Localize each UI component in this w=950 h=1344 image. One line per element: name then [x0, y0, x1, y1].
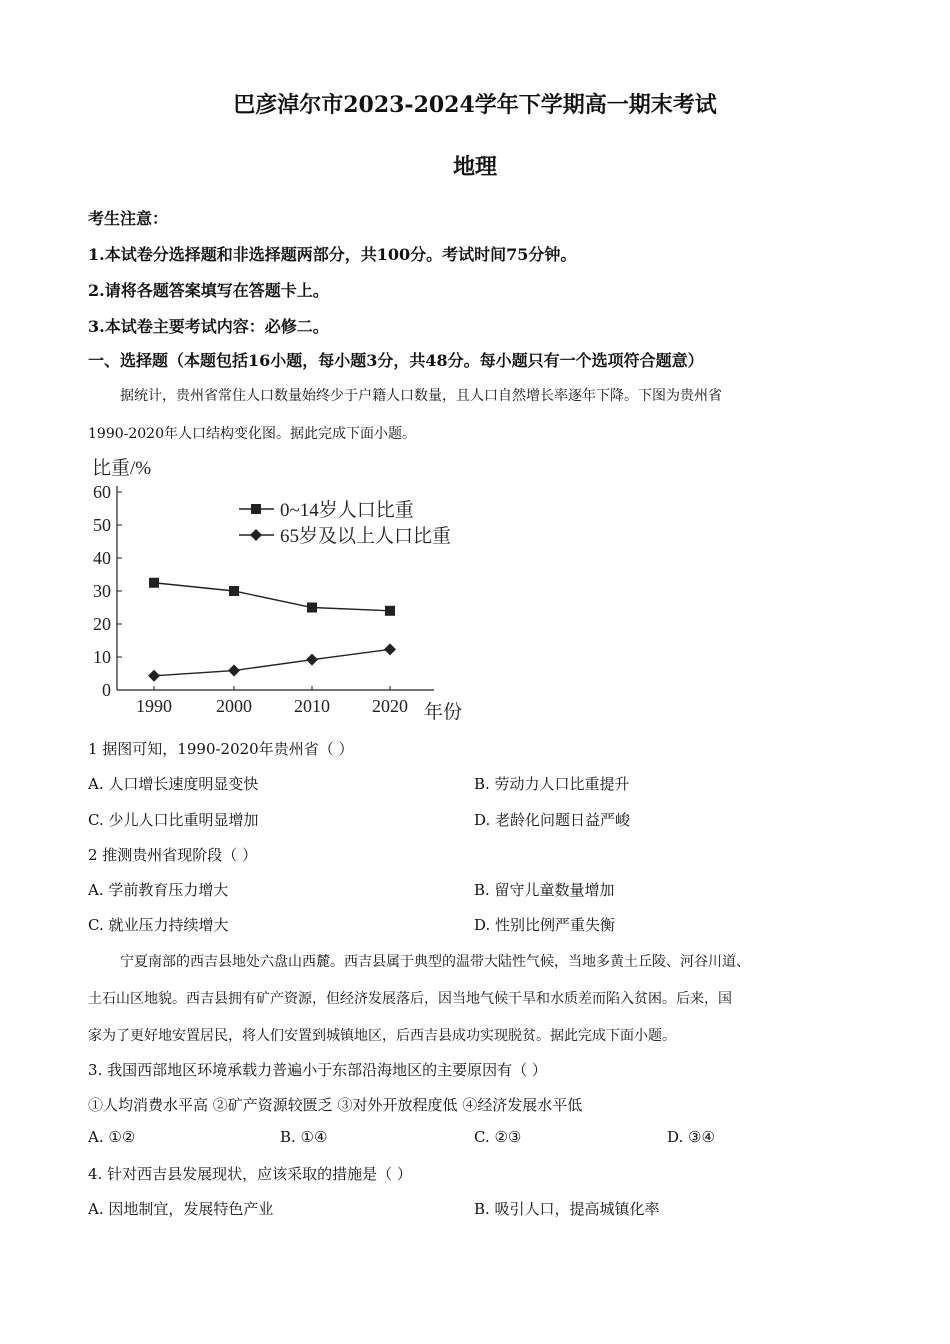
- data-point-s2: [306, 654, 318, 666]
- data-point-s1: [149, 578, 159, 588]
- q3-option-d: D. ③④: [667, 1128, 715, 1146]
- subject-title: 地理: [452, 154, 497, 180]
- exam-title: 巴彦淖尔市2023-2024学年下学期高一期末考试: [233, 92, 717, 118]
- passage2-line3: 家为了更好地安置居民，将人们安置到城镇地区，后西吉县成功实现脱贫。据此完成下面小题。: [88, 1028, 676, 1044]
- q3-option-a: A. ①②: [88, 1128, 136, 1146]
- passage2-line2: 土石山区地貌。西吉县拥有矿产资源，但经济发展落后，因当地气候干旱和水质差而陷入贫困。后来，国: [88, 991, 732, 1007]
- legend-label-2: 65岁及以上人口比重: [280, 526, 452, 547]
- q2-option-c: C. 就业压力持续增大: [88, 916, 229, 934]
- y-axis-label: 比重/%: [92, 458, 152, 479]
- y-tick-label: 50: [93, 515, 111, 535]
- notice-heading: 考生注意：: [88, 209, 169, 228]
- x-tick-label: 2010: [294, 696, 330, 716]
- legend-label-1: 0~14岁人口比重: [280, 500, 414, 521]
- y-tick-label: 10: [93, 647, 111, 667]
- q3-option-c: C. ②③: [474, 1128, 522, 1146]
- legend-marker-2: [250, 529, 262, 541]
- series-line-1: [154, 583, 390, 611]
- data-point-s1: [229, 586, 239, 596]
- q4-option-a: A. 因地制宜，发展特色产业: [88, 1200, 274, 1218]
- q3-stem: 3. 我国西部地区环境承载力普遍小于东部沿海地区的主要原因有（ ）: [88, 1061, 547, 1079]
- y-tick-label: 30: [93, 581, 111, 601]
- q1-stem: 1 据图可知，1990-2020年贵州省（ ）: [88, 740, 354, 758]
- q2-stem: 2 推测贵州省现阶段（ ）: [88, 846, 258, 864]
- data-point-s2: [148, 670, 160, 682]
- q4-stem: 4. 针对西吉县发展现状，应该采取的措施是（ ）: [88, 1165, 412, 1183]
- legend-marker-1: [251, 504, 261, 514]
- data-point-s2: [228, 665, 240, 677]
- x-axis-label: 年份: [424, 702, 463, 722]
- passage1-line2: 1990-2020年人口结构变化图。据此完成下面小题。: [88, 426, 416, 442]
- population-structure-chart: [84, 452, 484, 722]
- x-tick-label: 2020: [372, 696, 408, 716]
- x-tick-label: 1990: [136, 696, 172, 716]
- q2-option-a: A. 学前教育压力增大: [88, 881, 229, 899]
- notice-item-3: 3.本试卷主要考试内容：必修二。: [88, 317, 329, 336]
- data-point-s1: [307, 603, 317, 613]
- passage2-line1: 宁夏南部的西吉县地处六盘山西麓。西吉县属于典型的温带大陆性气候，当地多黄土丘陵、河谷川道、: [120, 954, 750, 970]
- notice-item-1: 1.本试卷分选择题和非选择题两部分，共100分。考试时间75分钟。: [88, 245, 577, 264]
- section-heading: 一、选择题（本题包括16小题，每小题3分，共48分。每小题只有一个选项符合题意）: [88, 351, 704, 370]
- q1-option-a: A. 人口增长速度明显变快: [88, 775, 259, 793]
- q1-option-d: D. 老龄化问题日益严峻: [474, 811, 631, 829]
- q4-option-b: B. 吸引人口，提高城镇化率: [474, 1200, 660, 1218]
- data-point-s2: [384, 643, 396, 655]
- y-tick-label: 60: [93, 482, 111, 502]
- y-tick-label: 0: [102, 680, 111, 700]
- series-line-2: [154, 649, 390, 675]
- q1-option-c: C. 少儿人口比重明显增加: [88, 811, 259, 829]
- passage1-line1: 据统计，贵州省常住人口数量始终少于户籍人口数量，且人口自然增长率逐年下降。下图为贵州省: [120, 388, 722, 404]
- q2-option-b: B. 留守儿童数量增加: [474, 881, 615, 899]
- q1-option-b: B. 劳动力人口比重提升: [474, 775, 630, 793]
- q3-statements: ①人均消费水平高 ②矿产资源较匮乏 ③对外开放程度低 ④经济发展水平低: [88, 1096, 583, 1114]
- q3-option-b: B. ①④: [280, 1128, 328, 1146]
- y-tick-label: 20: [93, 614, 111, 634]
- data-point-s1: [385, 606, 395, 616]
- x-tick-label: 2000: [216, 696, 252, 716]
- notice-item-2: 2.请将各题答案填写在答题卡上。: [88, 281, 329, 300]
- y-tick-label: 40: [93, 548, 111, 568]
- q2-option-d: D. 性别比例严重失衡: [474, 916, 616, 934]
